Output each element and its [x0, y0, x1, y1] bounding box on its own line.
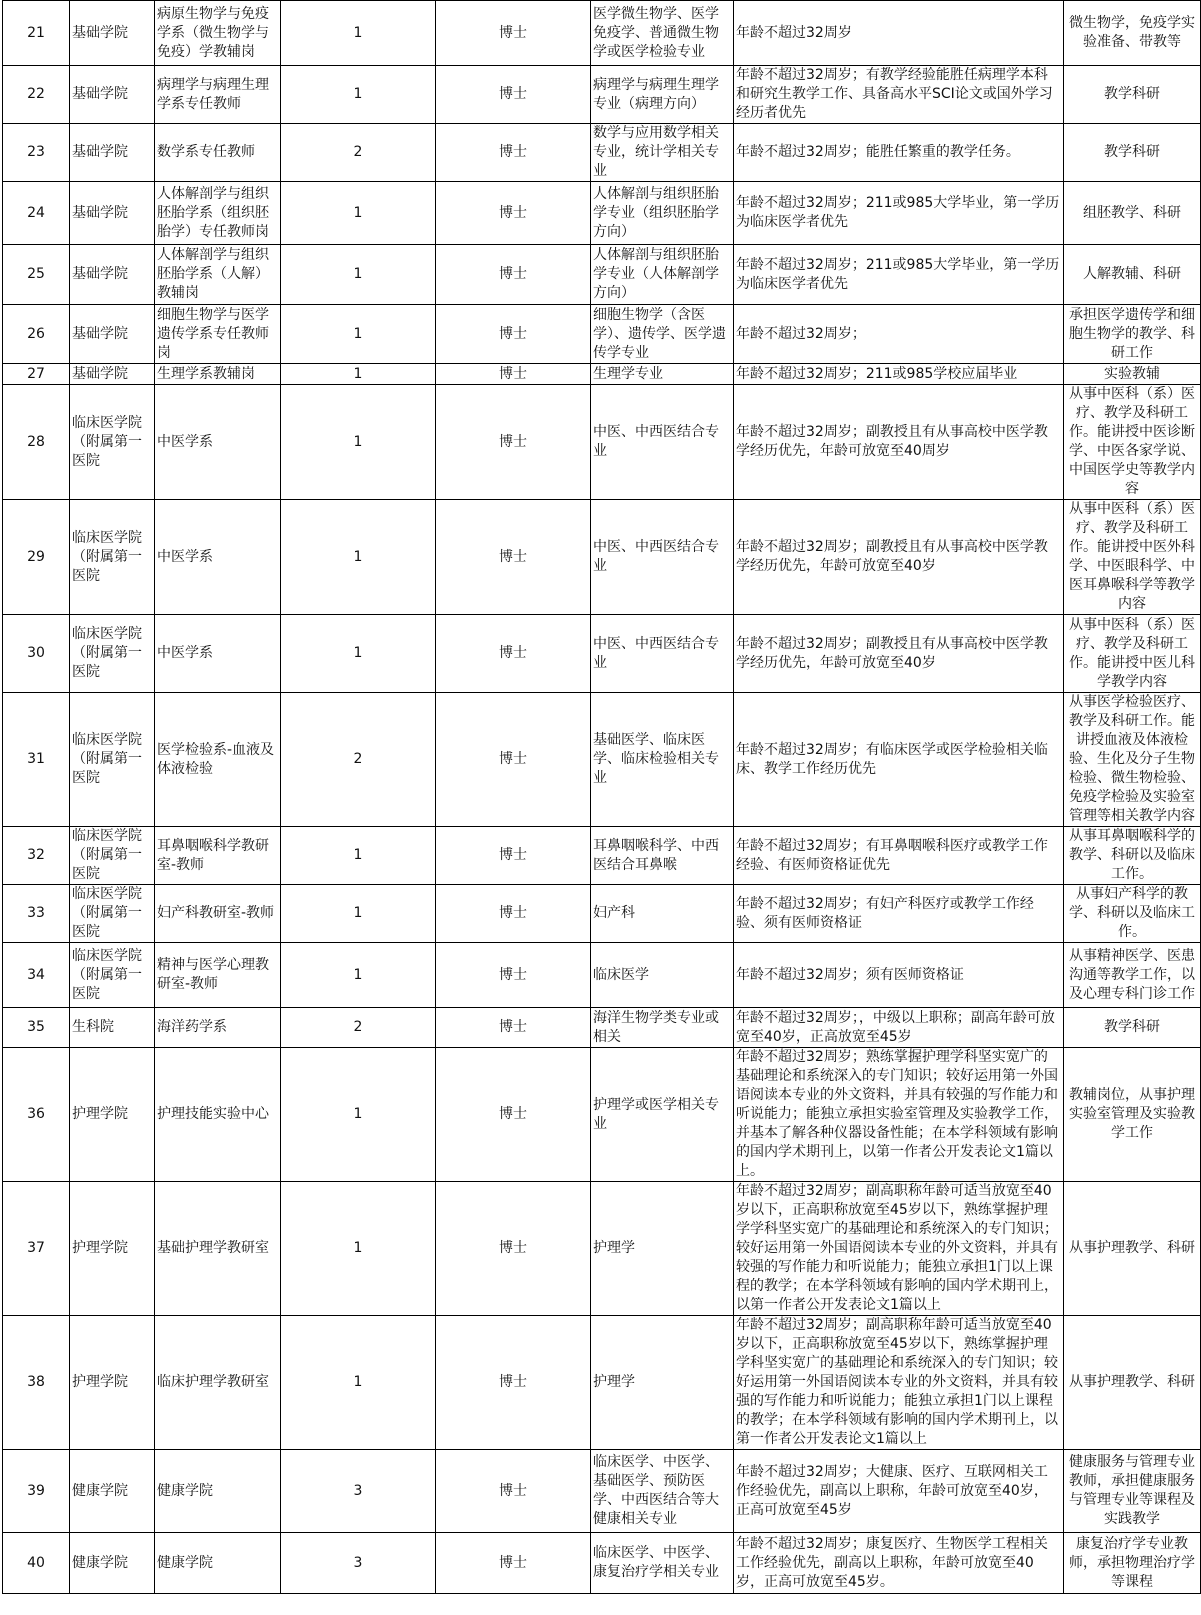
row-number: 35 [3, 1008, 70, 1048]
row-number: 22 [3, 66, 70, 124]
table-row [3, 364, 1201, 385]
requirement-cell: 年龄不超过32周岁；有耳鼻咽喉科医疗或教学工作经验、有医师资格证优先 [734, 827, 1064, 885]
table-row [3, 182, 1201, 245]
requirement-cell: 年龄不超过32周岁；大健康、医疗、互联网相关工作经验优先，副高以上职称，年龄可放宽至40岁，正高可放宽至45岁 [734, 1450, 1064, 1533]
degree-cell: 博士 [436, 885, 591, 943]
department-cell: 精神与医学心理教研室-教师 [155, 943, 281, 1008]
requirement-cell: 年龄不超过32周岁；，中级以上职称；副高年龄可放宽至40岁，正高放宽至45岁 [734, 1008, 1064, 1048]
degree-cell: 博士 [436, 385, 591, 500]
count-cell: 1 [281, 182, 436, 245]
duty-cell: 微生物学，免疫学实验准备、带教等 [1064, 1, 1201, 66]
table-row [3, 1008, 1201, 1048]
count-cell: 3 [281, 1533, 436, 1594]
major-cell: 人体解剖与组织胚胎学专业（人体解剖学方向） [591, 245, 734, 305]
requirement-cell: 年龄不超过32周岁； [734, 305, 1064, 364]
college-cell: 临床医学院（附属第一医院 [70, 827, 155, 885]
duty-cell: 教学科研 [1064, 66, 1201, 124]
degree-cell: 博士 [436, 1316, 591, 1450]
table-body [3, 1, 1201, 1594]
requirement-cell: 年龄不超过32周岁；副高职称年龄可适当放宽至40岁以下，正高职称放宽至45岁以下，熟练掌握护理学学科坚实宽广的基础理论和系统深入的专门知识；较好运用第一外国语阅读本专业的外文资料，并具有较强的写作能力和听说能力；能独立承担1门以上课程的教学；在本学科领域有影响的国内学术期刊上，以第一作者公开发表论文1篇以上 [734, 1182, 1064, 1316]
duty-cell: 从事妇产科学的教学、科研以及临床工作。 [1064, 885, 1201, 943]
count-cell: 1 [281, 364, 436, 385]
college-cell: 基础学院 [70, 245, 155, 305]
requirement-cell: 年龄不超过32周岁；副教授且有从事高校中医学教学经历优先，年龄可放宽至40周岁 [734, 385, 1064, 500]
table-row [3, 1, 1201, 66]
count-cell: 1 [281, 1182, 436, 1316]
college-cell: 护理学院 [70, 1182, 155, 1316]
requirement-cell: 年龄不超过32周岁；有教学经验能胜任病理学本科和研究生教学工作、具备高水平SCI论文或国外学习经历者优先 [734, 66, 1064, 124]
degree-cell: 博士 [436, 827, 591, 885]
major-cell: 临床医学、中医学、基础医学、预防医学、中西医结合等大健康相关专业 [591, 1450, 734, 1533]
row-number: 21 [3, 1, 70, 66]
department-cell: 人体解剖学与组织胚胎学系（人解）教辅岗 [155, 245, 281, 305]
count-cell: 1 [281, 943, 436, 1008]
department-cell: 妇产科教研室-教师 [155, 885, 281, 943]
table-row [3, 615, 1201, 693]
count-cell: 2 [281, 693, 436, 827]
college-cell: 基础学院 [70, 1, 155, 66]
degree-cell: 博士 [436, 1008, 591, 1048]
duty-cell: 从事中医科（系）医疗、教学及科研工作。能讲授中医儿科学教学内容 [1064, 615, 1201, 693]
department-cell: 临床护理学教研室 [155, 1316, 281, 1450]
requirement-cell: 年龄不超过32周岁；能胜任繁重的教学任务。 [734, 124, 1064, 182]
count-cell: 1 [281, 1, 436, 66]
requirement-cell: 年龄不超过32周岁；康复医疗、生物医学工程相关工作经验优先，副高以上职称，年龄可放宽至40岁，正高可放宽至45岁。 [734, 1533, 1064, 1594]
department-cell: 健康学院 [155, 1533, 281, 1594]
requirement-cell: 年龄不超过32周岁；有临床医学或医学检验相关临床、教学工作经历优先 [734, 693, 1064, 827]
count-cell: 2 [281, 124, 436, 182]
department-cell: 护理技能实验中心 [155, 1048, 281, 1182]
duty-cell: 教学科研 [1064, 1008, 1201, 1048]
department-cell: 中医学系 [155, 385, 281, 500]
college-cell: 临床医学院（附属第一医院 [70, 385, 155, 500]
requirement-cell: 年龄不超过32周岁；211或985学校应届毕业 [734, 364, 1064, 385]
count-cell: 1 [281, 615, 436, 693]
major-cell: 中医、中西医结合专业 [591, 615, 734, 693]
major-cell: 临床医学 [591, 943, 734, 1008]
major-cell: 妇产科 [591, 885, 734, 943]
department-cell: 细胞生物学与医学遗传学系专任教师岗 [155, 305, 281, 364]
row-number: 31 [3, 693, 70, 827]
department-cell: 基础护理学教研室 [155, 1182, 281, 1316]
count-cell: 1 [281, 1316, 436, 1450]
table-row [3, 943, 1201, 1008]
row-number: 33 [3, 885, 70, 943]
major-cell: 耳鼻咽喉科学、中西医结合耳鼻喉 [591, 827, 734, 885]
row-number: 39 [3, 1450, 70, 1533]
count-cell: 1 [281, 305, 436, 364]
count-cell: 1 [281, 827, 436, 885]
requirement-cell: 年龄不超过32周岁；须有医师资格证 [734, 943, 1064, 1008]
degree-cell: 博士 [436, 500, 591, 615]
department-cell: 生理学系教辅岗 [155, 364, 281, 385]
row-number: 25 [3, 245, 70, 305]
major-cell: 中医、中西医结合专业 [591, 385, 734, 500]
college-cell: 临床医学院（附属第一医院 [70, 500, 155, 615]
major-cell: 数学与应用数学相关专业，统计学相关专业 [591, 124, 734, 182]
degree-cell: 博士 [436, 124, 591, 182]
table-row [3, 1533, 1201, 1594]
recruitment-table [2, 0, 1201, 1594]
college-cell: 临床医学院（附属第一医院 [70, 693, 155, 827]
major-cell: 护理学或医学相关专业 [591, 1048, 734, 1182]
requirement-cell: 年龄不超过32周岁 [734, 1, 1064, 66]
count-cell: 2 [281, 1008, 436, 1048]
department-cell: 海洋药学系 [155, 1008, 281, 1048]
college-cell: 临床医学院（附属第一医院 [70, 943, 155, 1008]
table-row [3, 245, 1201, 305]
row-number: 37 [3, 1182, 70, 1316]
degree-cell: 博士 [436, 1048, 591, 1182]
degree-cell: 博士 [436, 182, 591, 245]
major-cell: 病理学与病理生理学专业（病理方向） [591, 66, 734, 124]
row-number: 23 [3, 124, 70, 182]
department-cell: 中医学系 [155, 615, 281, 693]
college-cell: 健康学院 [70, 1533, 155, 1594]
table-row [3, 385, 1201, 500]
major-cell: 生理学专业 [591, 364, 734, 385]
duty-cell: 从事护理教学、科研 [1064, 1182, 1201, 1316]
degree-cell: 博士 [436, 1450, 591, 1533]
duty-cell: 从事医学检验医疗、教学及科研工作。能讲授血液及体液检验、生化及分子生物检验、微生物检验、免疫学检验及实验室管理等相关教学内容 [1064, 693, 1201, 827]
college-cell: 临床医学院（附属第一医院 [70, 615, 155, 693]
degree-cell: 博士 [436, 1533, 591, 1594]
major-cell: 临床医学、中医学、康复治疗学相关专业 [591, 1533, 734, 1594]
department-cell: 中医学系 [155, 500, 281, 615]
major-cell: 中医、中西医结合专业 [591, 500, 734, 615]
count-cell: 1 [281, 385, 436, 500]
table-row [3, 1316, 1201, 1450]
college-cell: 护理学院 [70, 1048, 155, 1182]
college-cell: 基础学院 [70, 182, 155, 245]
duty-cell: 康复治疗学专业教师，承担物理治疗学等课程 [1064, 1533, 1201, 1594]
major-cell: 细胞生物学（含医学）、遗传学、医学遗传学专业 [591, 305, 734, 364]
duty-cell: 教辅岗位，从事护理实验室管理及实验教学工作 [1064, 1048, 1201, 1182]
row-number: 27 [3, 364, 70, 385]
row-number: 26 [3, 305, 70, 364]
major-cell: 医学微生物学、医学免疫学、普通微生物学或医学检验专业 [591, 1, 734, 66]
table-row [3, 305, 1201, 364]
row-number: 38 [3, 1316, 70, 1450]
major-cell: 人体解剖与组织胚胎学专业（组织胚胎学方向） [591, 182, 734, 245]
count-cell: 1 [281, 66, 436, 124]
major-cell: 海洋生物学类专业或相关 [591, 1008, 734, 1048]
department-cell: 医学检验系-血液及体液检验 [155, 693, 281, 827]
degree-cell: 博士 [436, 693, 591, 827]
count-cell: 1 [281, 245, 436, 305]
college-cell: 健康学院 [70, 1450, 155, 1533]
degree-cell: 博士 [436, 245, 591, 305]
count-cell: 3 [281, 1450, 436, 1533]
duty-cell: 人解教辅、科研 [1064, 245, 1201, 305]
degree-cell: 博士 [436, 364, 591, 385]
table-row [3, 500, 1201, 615]
degree-cell: 博士 [436, 66, 591, 124]
row-number: 40 [3, 1533, 70, 1594]
department-cell: 病原生物学与免疫学系（微生物学与免疫）学教辅岗 [155, 1, 281, 66]
department-cell: 数学系专任教师 [155, 124, 281, 182]
duty-cell: 从事精神医学、医患沟通等教学工作，以及心理专科门诊工作 [1064, 943, 1201, 1008]
college-cell: 生科院 [70, 1008, 155, 1048]
degree-cell: 博士 [436, 1, 591, 66]
college-cell: 基础学院 [70, 305, 155, 364]
department-cell: 人体解剖学与组织胚胎学系（组织胚胎学）专任教师岗 [155, 182, 281, 245]
count-cell: 1 [281, 1048, 436, 1182]
table-row [3, 66, 1201, 124]
duty-cell: 组胚教学、科研 [1064, 182, 1201, 245]
table-row [3, 1182, 1201, 1316]
duty-cell: 从事中医科（系）医疗、教学及科研工作。能讲授中医外科学、中医眼科学、中医耳鼻喉科学等教学内容 [1064, 500, 1201, 615]
degree-cell: 博士 [436, 943, 591, 1008]
duty-cell: 从事耳鼻咽喉科学的教学、科研以及临床工作。 [1064, 827, 1201, 885]
duty-cell: 从事护理教学、科研 [1064, 1316, 1201, 1450]
requirement-cell: 年龄不超过32周岁；副高职称年龄可适当放宽至40岁以下，正高职称放宽至45岁以下，熟练掌握护理学科坚实宽广的基础理论和系统深入的专门知识；较好运用第一外国语阅读本专业的外文资料，并具有较强的写作能力和听说能力；能独立承担1门以上课程的教学；在本学科领域有影响的国内学术期刊上，以第一作者公开发表论文1篇以上 [734, 1316, 1064, 1450]
department-cell: 耳鼻咽喉科学教研室-教师 [155, 827, 281, 885]
requirement-cell: 年龄不超过32周岁；副教授且有从事高校中医学教学经历优先，年龄可放宽至40岁 [734, 500, 1064, 615]
row-number: 30 [3, 615, 70, 693]
count-cell: 1 [281, 885, 436, 943]
college-cell: 临床医学院（附属第一医院 [70, 885, 155, 943]
college-cell: 基础学院 [70, 66, 155, 124]
row-number: 36 [3, 1048, 70, 1182]
department-cell: 健康学院 [155, 1450, 281, 1533]
major-cell: 护理学 [591, 1316, 734, 1450]
requirement-cell: 年龄不超过32周岁；有妇产科医疗或教学工作经验、须有医师资格证 [734, 885, 1064, 943]
major-cell: 护理学 [591, 1182, 734, 1316]
row-number: 24 [3, 182, 70, 245]
requirement-cell: 年龄不超过32周岁；211或985大学毕业，第一学历为临床医学者优先 [734, 182, 1064, 245]
table-row [3, 1450, 1201, 1533]
duty-cell: 承担医学遗传学和细胞生物学的教学、科研工作 [1064, 305, 1201, 364]
table-row [3, 124, 1201, 182]
table-row [3, 827, 1201, 885]
duty-cell: 健康服务与管理专业教师，承担健康服务与管理专业等课程及实践教学 [1064, 1450, 1201, 1533]
requirement-cell: 年龄不超过32周岁；211或985大学毕业，第一学历为临床医学者优先 [734, 245, 1064, 305]
requirement-cell: 年龄不超过32周岁；副教授且有从事高校中医学教学经历优先，年龄可放宽至40岁 [734, 615, 1064, 693]
row-number: 34 [3, 943, 70, 1008]
table-row [3, 885, 1201, 943]
degree-cell: 博士 [436, 1182, 591, 1316]
table-row [3, 693, 1201, 827]
college-cell: 护理学院 [70, 1316, 155, 1450]
table-row [3, 1048, 1201, 1182]
row-number: 29 [3, 500, 70, 615]
college-cell: 基础学院 [70, 124, 155, 182]
duty-cell: 从事中医科（系）医疗、教学及科研工作。能讲授中医诊断学、中医各家学说、中国医学史等教学内容 [1064, 385, 1201, 500]
count-cell: 1 [281, 500, 436, 615]
degree-cell: 博士 [436, 305, 591, 364]
requirement-cell: 年龄不超过32周岁；熟练掌握护理学科坚实宽广的基础理论和系统深入的专门知识；较好运用第一外国语阅读本专业的外文资料，并具有较强的写作能力和听说能力；能独立承担实验室管理及实验教学工作，并基本了解各种仪器设备性能；在本学科领域有影响的国内学术期刊上，以第一作者公开发表论文1篇以上。 [734, 1048, 1064, 1182]
duty-cell: 教学科研 [1064, 124, 1201, 182]
major-cell: 基础医学、临床医学、临床检验相关专业 [591, 693, 734, 827]
college-cell: 基础学院 [70, 364, 155, 385]
row-number: 28 [3, 385, 70, 500]
duty-cell: 实验教辅 [1064, 364, 1201, 385]
degree-cell: 博士 [436, 615, 591, 693]
department-cell: 病理学与病理生理学系专任教师 [155, 66, 281, 124]
row-number: 32 [3, 827, 70, 885]
